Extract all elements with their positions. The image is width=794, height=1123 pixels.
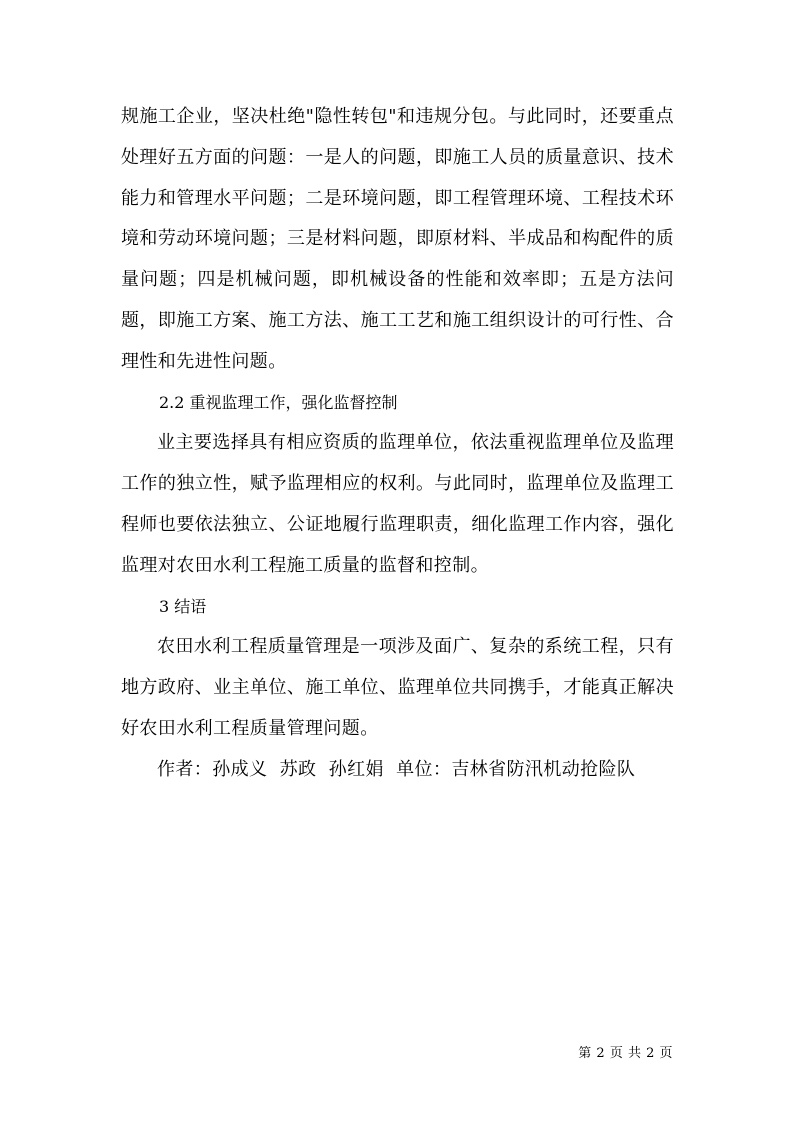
paragraph-supervision: 业主要选择具有相应资质的监理单位，依法重视监理单位及监理工作的独立性，赋予监理相应的权利。与此同时，监理单位及监理工程师也要依法独立、公证地履行监理职责，细化监理工作内容，强化监理对农田水利工程施工质量的监督和控制。 bbox=[121, 432, 674, 576]
paragraph-conclusion: 农田水利工程质量管理是一项涉及面广、复杂的系统工程，只有地方政府、业主单位、施工单位、监理单位共同携手，才能真正解决好农田水利工程质量管理问题。 bbox=[121, 636, 674, 739]
section-heading-2-2: 2.2 重视监理工作，强化监督控制 bbox=[159, 392, 398, 412]
paragraph-quality-issues: 规施工企业，坚决杜绝"隐性转包"和违规分包。与此同时，还要重点处理好五方面的问题：一是人的问题，即施工人员的质量意识、技术能力和管理水平问题；二是环境问题，即工程管理环境、工程技术环境和劳动环境问题；三是材料问题，即原材料、半成品和构配件的质量问题；四是机械问题，即机械设备的性能和效率即；五是方法问题，即施工方案、施工方法、施工工艺和施工组织设计的可行性、合理性和先进性问题。 bbox=[121, 106, 674, 372]
document-body bbox=[121, 97, 674, 791]
page-number: 第 2 页 共 2 页 bbox=[578, 1046, 673, 1061]
section-heading-conclusion: 3 结语 bbox=[159, 596, 207, 616]
author-line: 作者：孙成义 苏政 孙红娟 单位：吉林省防汛机动抢险队 bbox=[157, 758, 636, 780]
